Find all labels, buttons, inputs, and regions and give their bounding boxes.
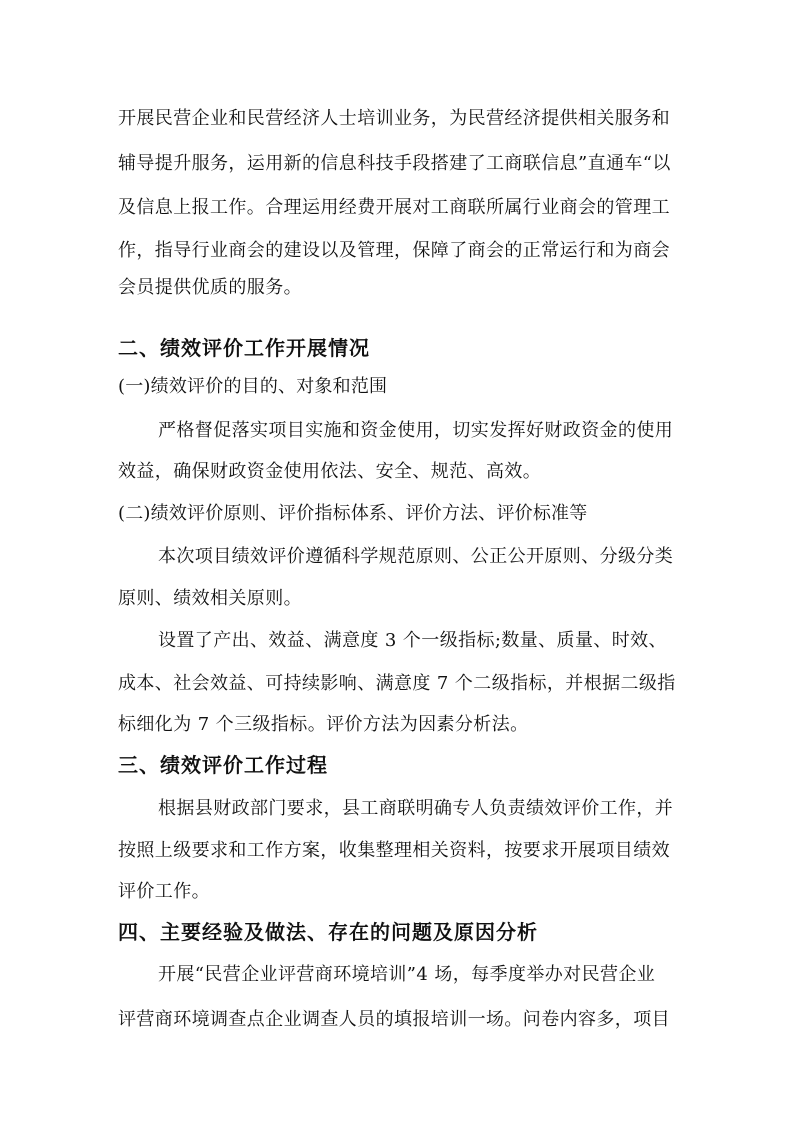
text-line: 严格督促落实项目实施和资金使用，切实发挥好财政资金的使用 bbox=[158, 420, 674, 441]
text-line: 按照上级要求和工作方案，收集整理相关资料，按要求开展项目绩效 bbox=[118, 840, 670, 861]
subsection-heading-principles: (二)绩效评价原则、评价指标体系、评价方法、评价标准等 bbox=[118, 503, 588, 524]
text-line: 评营商环境调查点企业调查人员的填报培训一场。问卷内容多，项目 bbox=[118, 1009, 670, 1030]
text-line: 根据县财政部门要求，县工商联明确专人负责绩效评价工作，并 bbox=[158, 798, 674, 819]
text-line: 效益，确保财政资金使用依法、安全、规范、高效。 bbox=[118, 461, 542, 482]
text-line: 设置了产出、效益、满意度 3 个一级指标;数量、质量、时效、 bbox=[158, 630, 667, 651]
text-line: 及信息上报工作。合理运用经费开展对工商联所属行业商会的管理工 bbox=[118, 197, 670, 218]
section-heading-evaluation-process: 三、绩效评价工作过程 bbox=[118, 753, 328, 777]
text-line: 会员提供优质的服务。 bbox=[118, 277, 302, 298]
section-heading-experience-issues: 四、主要经验及做法、存在的问题及原因分析 bbox=[118, 920, 538, 944]
text-line: 辅导提升服务，运用新的信息科技手段搭建了工商联信息”直通车“以 bbox=[118, 153, 671, 174]
text-line: 评价工作。 bbox=[118, 881, 210, 902]
text-line: 成本、社会效益、可持续影响、满意度 7 个二级指标，并根据二级指 bbox=[118, 673, 676, 694]
text-line: 作，指导行业商会的建设以及管理，保障了商会的正常运行和为商会 bbox=[118, 240, 670, 261]
section-heading-evaluation-overview: 二、绩效评价工作开展情况 bbox=[118, 336, 370, 360]
text-line: 原则、绩效相关原则。 bbox=[118, 588, 302, 609]
text-line: 标细化为 7 个三级指标。评价方法为因素分析法。 bbox=[118, 714, 529, 735]
text-line: 本次项目绩效评价遵循科学规范原则、公正公开原则、分级分类 bbox=[158, 546, 674, 567]
text-line: 开展民营企业和民营经济人士培训业务，为民营经济提供相关服务和 bbox=[118, 108, 670, 129]
subsection-heading-purpose: (一)绩效评价的目的、对象和范围 bbox=[118, 376, 388, 397]
text-line: 开展“民营企业评营商环境培训”4 场，每季度举办对民营企业 bbox=[158, 964, 656, 985]
